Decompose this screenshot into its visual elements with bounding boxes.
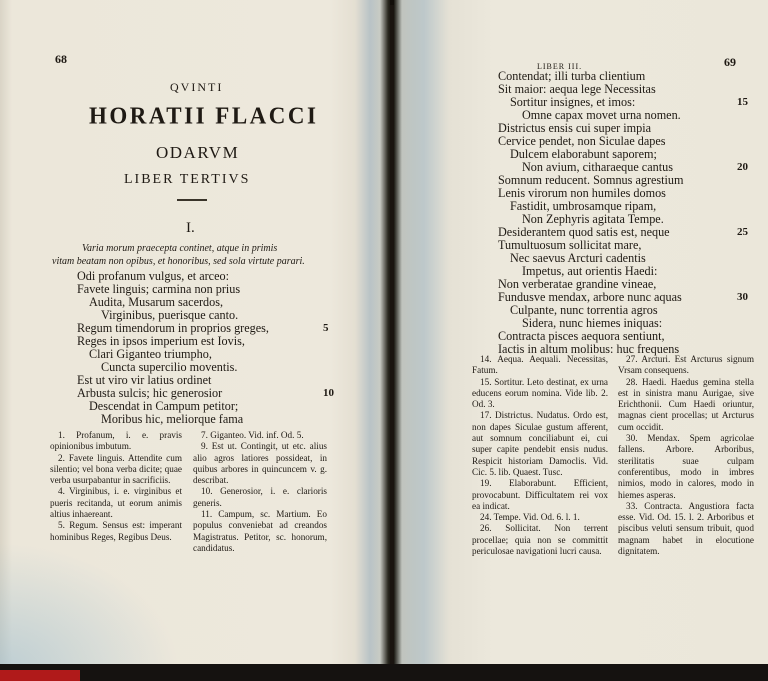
ode-number: I. — [186, 220, 195, 236]
note: 26. Sollicitat. Non terrent procellae; quia non se committit periculosae navigationi lucri causa. — [472, 523, 608, 557]
note: 27. Arcturi. Est Arcturus signum Vrsam consequens. — [618, 354, 754, 376]
title-liber-tertius: LIBER TERTIVS — [124, 172, 251, 187]
notes-column-2 — [193, 430, 327, 554]
verse-line: Cervice pendet, non Siculae dapes — [498, 134, 666, 148]
verse-line: Reges in ipsos imperium est Iovis, — [77, 334, 245, 348]
line-number: 20 — [737, 161, 748, 173]
verse-line: Odi profanum vulgus, et arceo: — [77, 269, 229, 283]
note: 9. Est ut. Contingit, ut etc. alius alio agros latiores possideat, in quibus arbores in quincuncem v. g. describat. — [193, 441, 327, 486]
verse-line: Cuncta supercilio moventis. — [101, 360, 238, 374]
verse-line: Omne capax movet urna nomen. — [522, 108, 681, 122]
ornament-divider — [177, 199, 207, 201]
verse-line: Virginibus, puerisque canto. — [101, 308, 239, 322]
note: 2. Favete linguis. Attendite cum silentio; vel bona verba dicite; quae verba usurpabantur in sacrificiis. — [50, 452, 182, 486]
verse-line: Lenis virorum non humiles domos — [498, 186, 666, 200]
argument-line-1: Varia morum praecepta continet, atque in primis — [82, 243, 278, 254]
verse-line: Est ut viro vir latius ordinet — [77, 373, 212, 387]
verse-line: Non avium, citharaeque cantus — [522, 160, 673, 174]
note: 7. Giganteo. Vid. inf. Od. 5. — [201, 430, 304, 440]
verse-line: Favete linguis; carmina non prius — [77, 282, 241, 296]
verse-line: Sit maior: aequa lege Necessitas — [498, 82, 656, 96]
verse-line: Contendat; illi turba clientium — [498, 69, 646, 83]
book-cover-edge — [0, 670, 80, 681]
page-number: 68 — [55, 52, 67, 66]
verse-line: Arbusta sulcis; hic generosior — [77, 386, 223, 400]
note: 19. Elaborabunt. Efficient, provocabunt. Difficultatem rei vox ea indicat. — [472, 478, 608, 511]
right-page — [394, 0, 768, 672]
note: 11. Campum, sc. Martium. Eo populus conveniebat ad creandos Magistratus. Petitor, sc. honorum, candidatus. — [193, 509, 327, 553]
verse-line: Audita, Musarum sacerdos, — [89, 295, 224, 309]
notes-column-2 — [618, 354, 754, 557]
verse-line: Somnum reducent. Somnus agrestium — [498, 173, 684, 187]
note: 17. Districtus. Nudatus. Ordo est, non dapes Siculae gustum afferent, aut somnum conciliabunt ei, cui super capite pendebit ensis nudus. Respicit historiam Damoclis. Vid. Cic. 5. lib. Quaest. Tusc. — [472, 410, 608, 477]
line-number: 25 — [737, 226, 748, 238]
argument-line-2: vitam beatam non opibus, et honoribus, sed sola virtute parari. — [52, 256, 305, 267]
note: 30. Mendax. Spem agricolae fallens. Arbore. Arboribus, sterilitatis suae culpam conferentibus, modo in imbres nimios, modo in calores, modo in hiemes asperas. — [618, 433, 754, 500]
verse-line: Non verberatae grandine vineae, — [498, 277, 657, 291]
note: 15. Sortitur. Leto destinat, ex urna educens eorum nomina. Vide lib. 2. Od. 3. — [472, 376, 608, 410]
note: 5. Regum. Sensus est: imperant hominibus Reges, Regibus Deus. — [50, 520, 182, 542]
verse-line: Culpante, nunc torrentia agros — [510, 303, 658, 317]
verse-line: Nec saevus Arcturi cadentis — [510, 251, 646, 265]
verse-line: Iactis in altum molibus: huc frequens — [498, 342, 680, 356]
note: 10. Generosior, i. e. clarioris generis. — [193, 486, 327, 508]
running-head: LIBER III. — [537, 62, 583, 71]
verse-line: Contracta pisces aequora sentiunt, — [498, 329, 665, 343]
page-shadow — [0, 542, 180, 672]
notes-column-1 — [50, 430, 182, 543]
verse-line: Sidera, nunc hiemes iniquas: — [522, 316, 663, 330]
title-horatii-flacci: HORATII FLACCI — [89, 102, 319, 129]
note: 33. Contracta. Angustiora facta esse. Vid. Od. 15. l. 2. Arboribus et piscibus veluti sensum tribuit, quod magnam habet in elocutione dignitatem. — [618, 500, 754, 557]
verse-line: Regum timendorum in proprios greges, — [77, 321, 269, 335]
verse-line: Districtus ensis cui super impia — [498, 121, 651, 135]
notes-column-1 — [472, 354, 608, 557]
note: 28. Haedi. Haedus gemina stella est in sinistra manu Aurigae, sive Erichthonii. Cum Haedi oriuntur, magnas cient procellas; ut Arcturus cum occidit. — [618, 376, 754, 432]
line-number: 30 — [737, 291, 748, 303]
verse-line: Fundusve mendax, arbore nunc aquas — [498, 290, 682, 304]
verse-line: Sortitur insignes, et imos: — [510, 95, 636, 109]
verse-line: Non Zephyris agitata Tempe. — [522, 212, 664, 226]
line-number: 10 — [323, 387, 334, 399]
verse-line: Desiderantem quod satis est, neque — [498, 225, 670, 239]
line-number: 15 — [737, 96, 748, 108]
verse-line: Fastidit, umbrosamque ripam, — [510, 199, 657, 213]
note: 14. Aequa. Aequali. Necessitas, Fatum. — [472, 354, 608, 376]
title-odarum: ODARVM — [156, 143, 240, 162]
verse-line: Impetus, aut orientis Haedi: — [522, 264, 658, 278]
note: 1. Profanum, i. e. pravis opinionibus imbutum. — [50, 430, 182, 452]
verse-line: Moribus hic, meliorque fama — [101, 412, 244, 426]
title-quinti: QVINTI — [170, 80, 224, 94]
verse-line: Clari Giganteo triumpho, — [89, 347, 212, 361]
page-number: 69 — [724, 55, 736, 69]
note: 4. Virginibus, i. e. virginibus et pueris recitanda, ut eorum animis altius inhaereant. — [50, 486, 182, 520]
line-number: 5 — [323, 322, 329, 334]
note: 24. Tempe. Vid. Od. 6. l. 1. — [480, 512, 580, 523]
verse-line: Dulcem elaborabunt saporem; — [510, 147, 657, 161]
verse-line: Tumultuosum sollicitat mare, — [498, 238, 642, 252]
book-bottom-edge — [0, 664, 768, 681]
verse-line: Descendat in Campum petitor; — [89, 399, 239, 413]
